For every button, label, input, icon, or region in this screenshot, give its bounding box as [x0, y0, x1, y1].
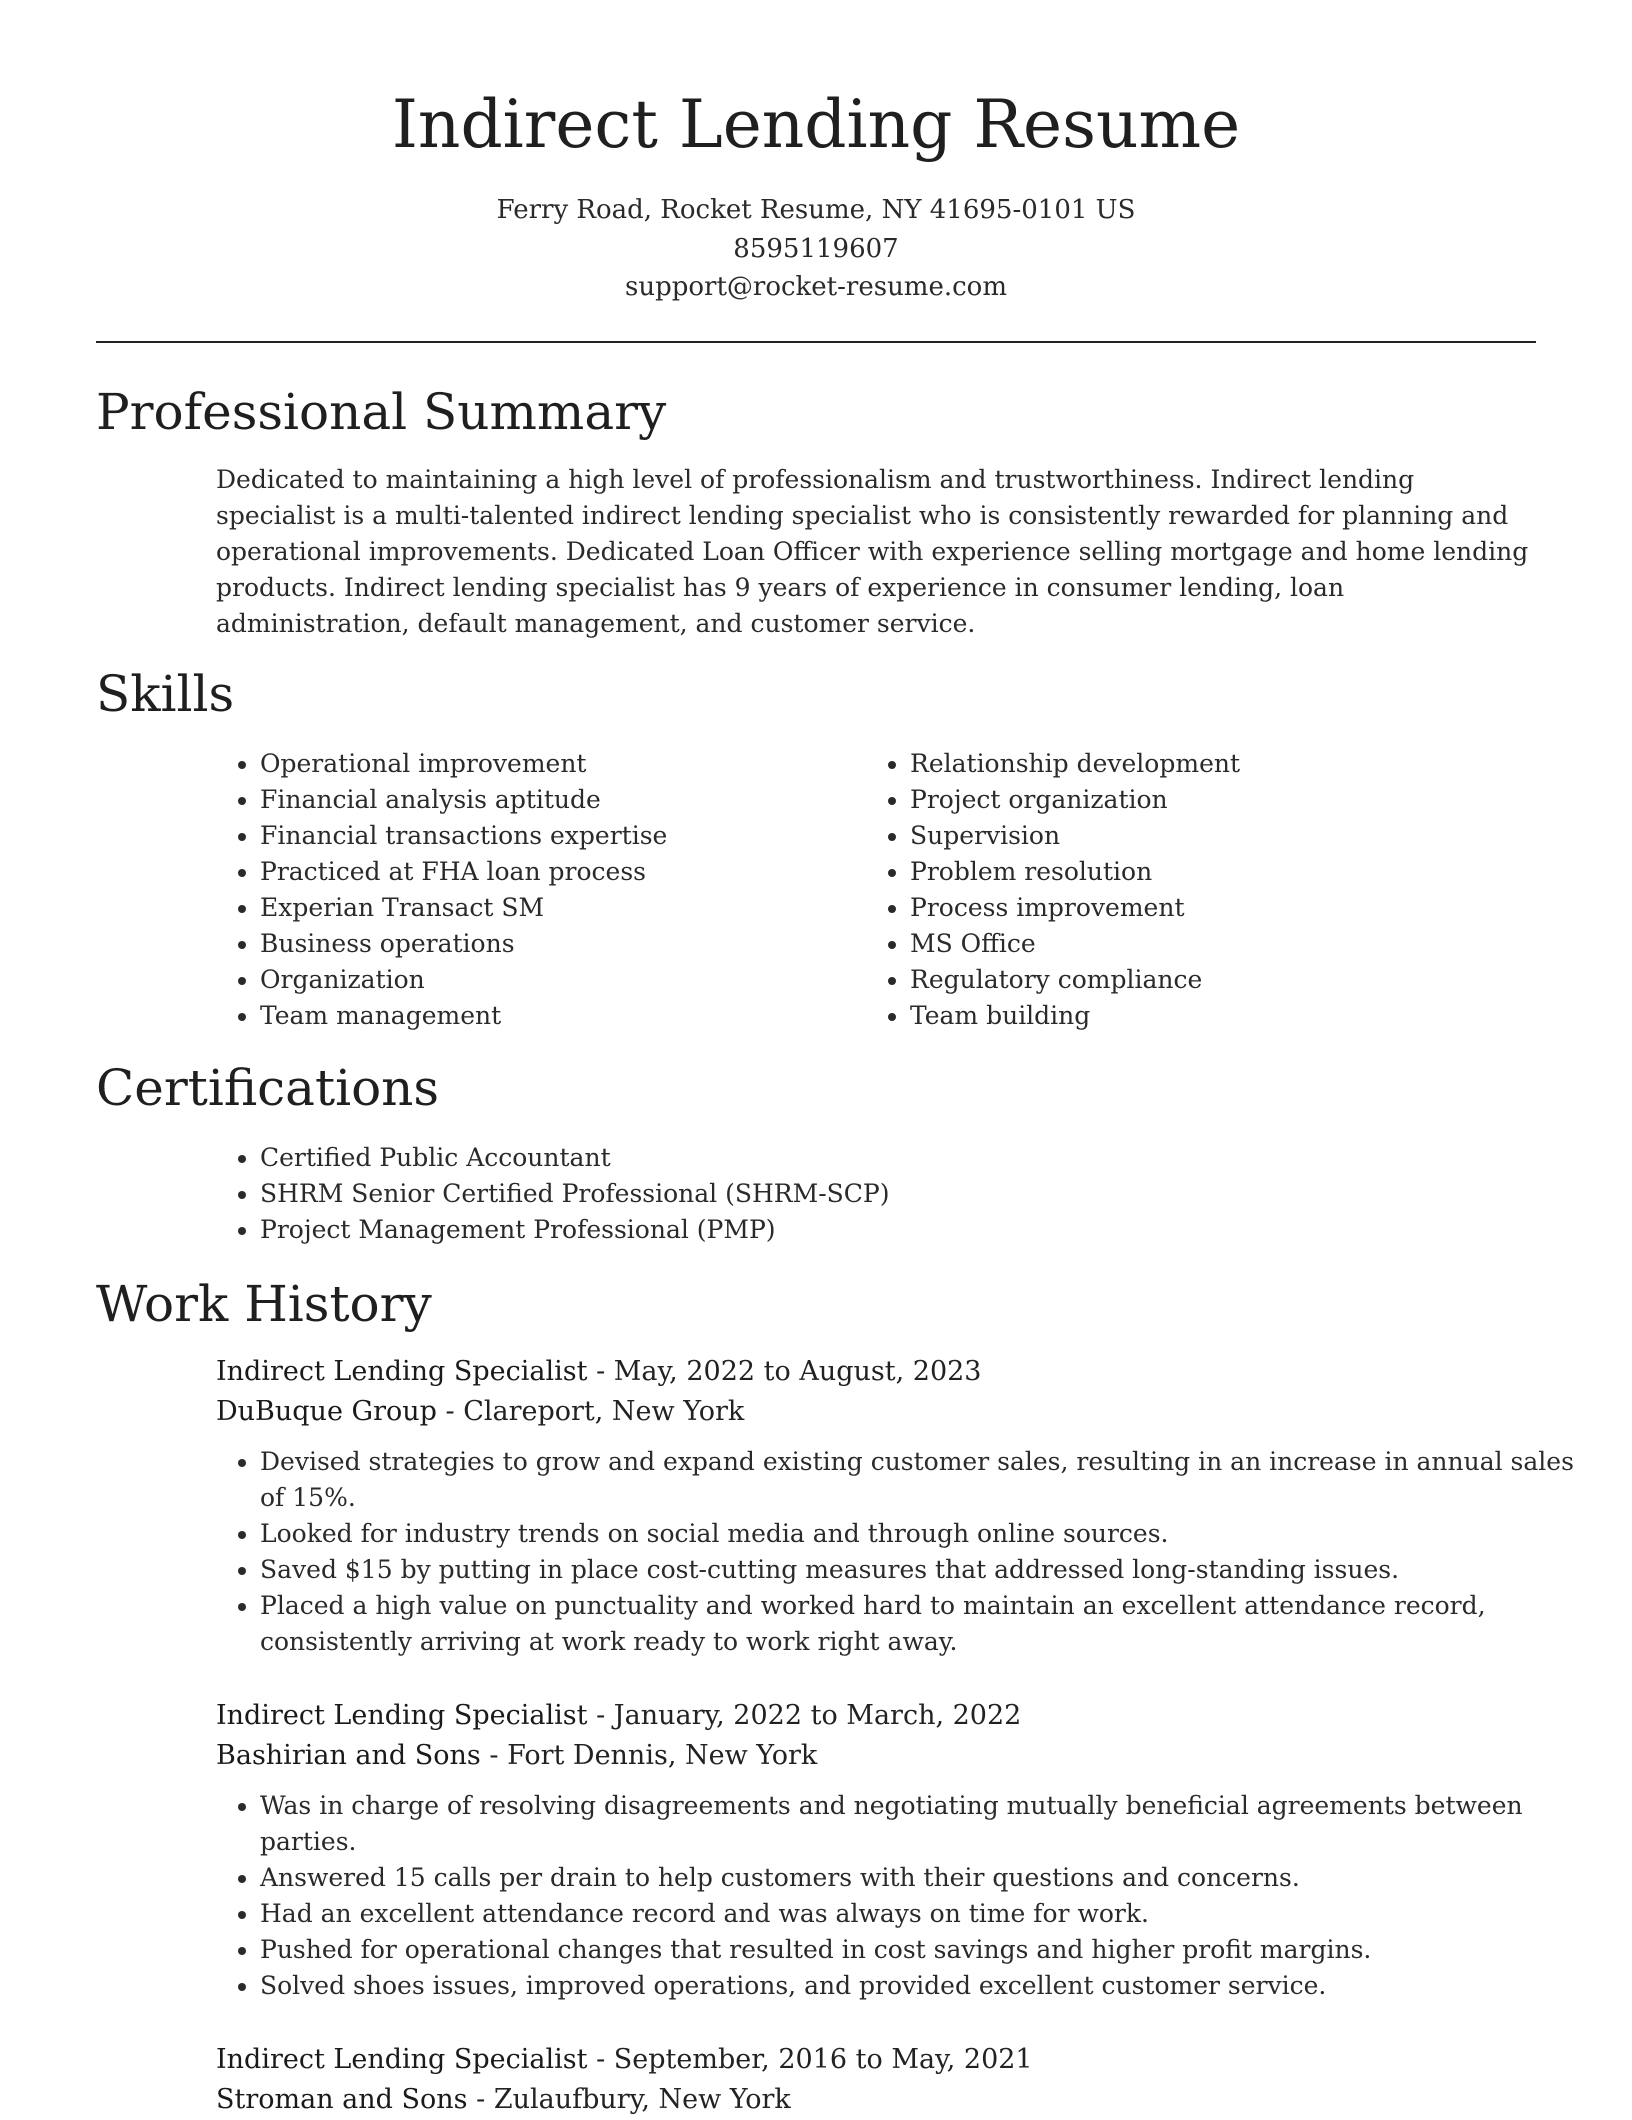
- job-company-line: [216, 2080, 791, 2120]
- skill-item: • Business operations: [260, 926, 820, 962]
- job-title-line: [216, 2040, 1033, 2080]
- job-bullet: • Looked for industry trends on social media and through online sources.: [260, 1516, 1580, 1552]
- job-company: Bashirian and Sons: [216, 1740, 481, 1771]
- job-bullet: • Pushed for operational changes that resulted in cost savings and higher profit margins.: [260, 1932, 1580, 1968]
- job-company: DuBuque Group: [216, 1396, 437, 1427]
- skills-heading: Skills: [96, 665, 235, 723]
- skills-list-left: [216, 746, 820, 1034]
- job-title-line: [216, 1696, 1021, 1736]
- certifications-heading: Certifications: [96, 1059, 440, 1117]
- job-bullet: • Solved shoes issues, improved operations, and provided excellent customer service.: [260, 1968, 1580, 2004]
- skill-item: • Team building: [910, 998, 1550, 1034]
- job-bullet: • Had an excellent attendance record and was always on time for work.: [260, 1896, 1580, 1932]
- job-dates: - January, 2022 to March, 2022: [587, 1700, 1022, 1731]
- job-bullet: • Devised strategies to grow and expand existing customer sales, resulting in an increase in annual sales of 15%.: [260, 1444, 1580, 1516]
- contact-email: support@rocket-resume.com: [624, 272, 1007, 302]
- skill-item: • Financial transactions expertise: [260, 818, 820, 854]
- skill-item: • Relationship development: [910, 746, 1550, 782]
- job-title: Indirect Lending Specialist: [216, 1356, 588, 1387]
- skills-list-right: [866, 746, 1550, 1034]
- certification-item: • SHRM Senior Certified Professional (SHRM-SCP): [260, 1176, 1460, 1212]
- job-title: Indirect Lending Specialist: [216, 2044, 588, 2075]
- skill-item: • Problem resolution: [910, 854, 1550, 890]
- skill-item: • Regulatory compliance: [910, 962, 1550, 998]
- job-title: Indirect Lending Specialist: [216, 1700, 588, 1731]
- job-bullet: • Answered 15 calls per drain to help customers with their questions and concerns.: [260, 1860, 1580, 1896]
- job-bullets: [216, 1788, 1580, 2004]
- skill-item: • Financial analysis aptitude: [260, 782, 820, 818]
- job-title-line: [216, 1352, 981, 1392]
- certification-item: • Certified Public Accountant: [260, 1140, 1460, 1176]
- job-company-line: [216, 1736, 817, 1776]
- summary-text: Dedicated to maintaining a high level of professionalism and trustworthiness. Indirect lending specialist is a multi-talented indirect lending specialist who is consistently rewarded for planning and operational improvements. Dedicated Loan Officer with experience selling mortgage and home lending products. Indirect lending specialist has 9 years of experience in consumer lending, loan administration, default management, and customer service.: [216, 465, 1529, 638]
- job-bullet: • Was in charge of resolving disagreements and negotiating mutually beneficial agreements between parties.: [260, 1788, 1580, 1860]
- job-location: - Clareport, New York: [436, 1396, 745, 1427]
- job-location: - Fort Dennis, New York: [480, 1740, 818, 1771]
- skill-item: • Practiced at FHA loan process: [260, 854, 820, 890]
- skill-item: • Team management: [260, 998, 820, 1034]
- skill-item: • Process improvement: [910, 890, 1550, 926]
- certifications-list: [216, 1140, 1460, 1248]
- skill-item: • Organization: [260, 962, 820, 998]
- job-company: Stroman and Sons: [216, 2084, 468, 2115]
- resume-title: Indirect Lending Resume: [391, 86, 1241, 163]
- job-company-line: [216, 1392, 744, 1432]
- header-divider: [96, 341, 1536, 343]
- job-dates: - September, 2016 to May, 2021: [587, 2044, 1033, 2075]
- summary-heading: Professional Summary: [96, 383, 667, 441]
- skill-item: • Operational improvement: [260, 746, 820, 782]
- work-history-heading: Work History: [96, 1275, 432, 1333]
- contact-address: Ferry Road, Rocket Resume, NY 41695-0101 US: [496, 195, 1136, 225]
- skill-item: • Experian Transact SM: [260, 890, 820, 926]
- certification-item: • Project Management Professional (PMP): [260, 1212, 1460, 1248]
- job-location: - Zulaufbury, New York: [467, 2084, 791, 2115]
- job-dates: - May, 2022 to August, 2023: [587, 1356, 982, 1387]
- job-bullets: [216, 1444, 1580, 1660]
- skill-item: • Project organization: [910, 782, 1550, 818]
- job-bullet: • Saved $15 by putting in place cost-cutting measures that addressed long-standing issues.: [260, 1552, 1580, 1588]
- contact-phone: 8595119607: [733, 234, 899, 264]
- skill-item: • MS Office: [910, 926, 1550, 962]
- skill-item: • Supervision: [910, 818, 1550, 854]
- job-bullet: • Placed a high value on punctuality and worked hard to maintain an excellent attendance record, consistently arriving at work ready to work right away.: [260, 1588, 1580, 1660]
